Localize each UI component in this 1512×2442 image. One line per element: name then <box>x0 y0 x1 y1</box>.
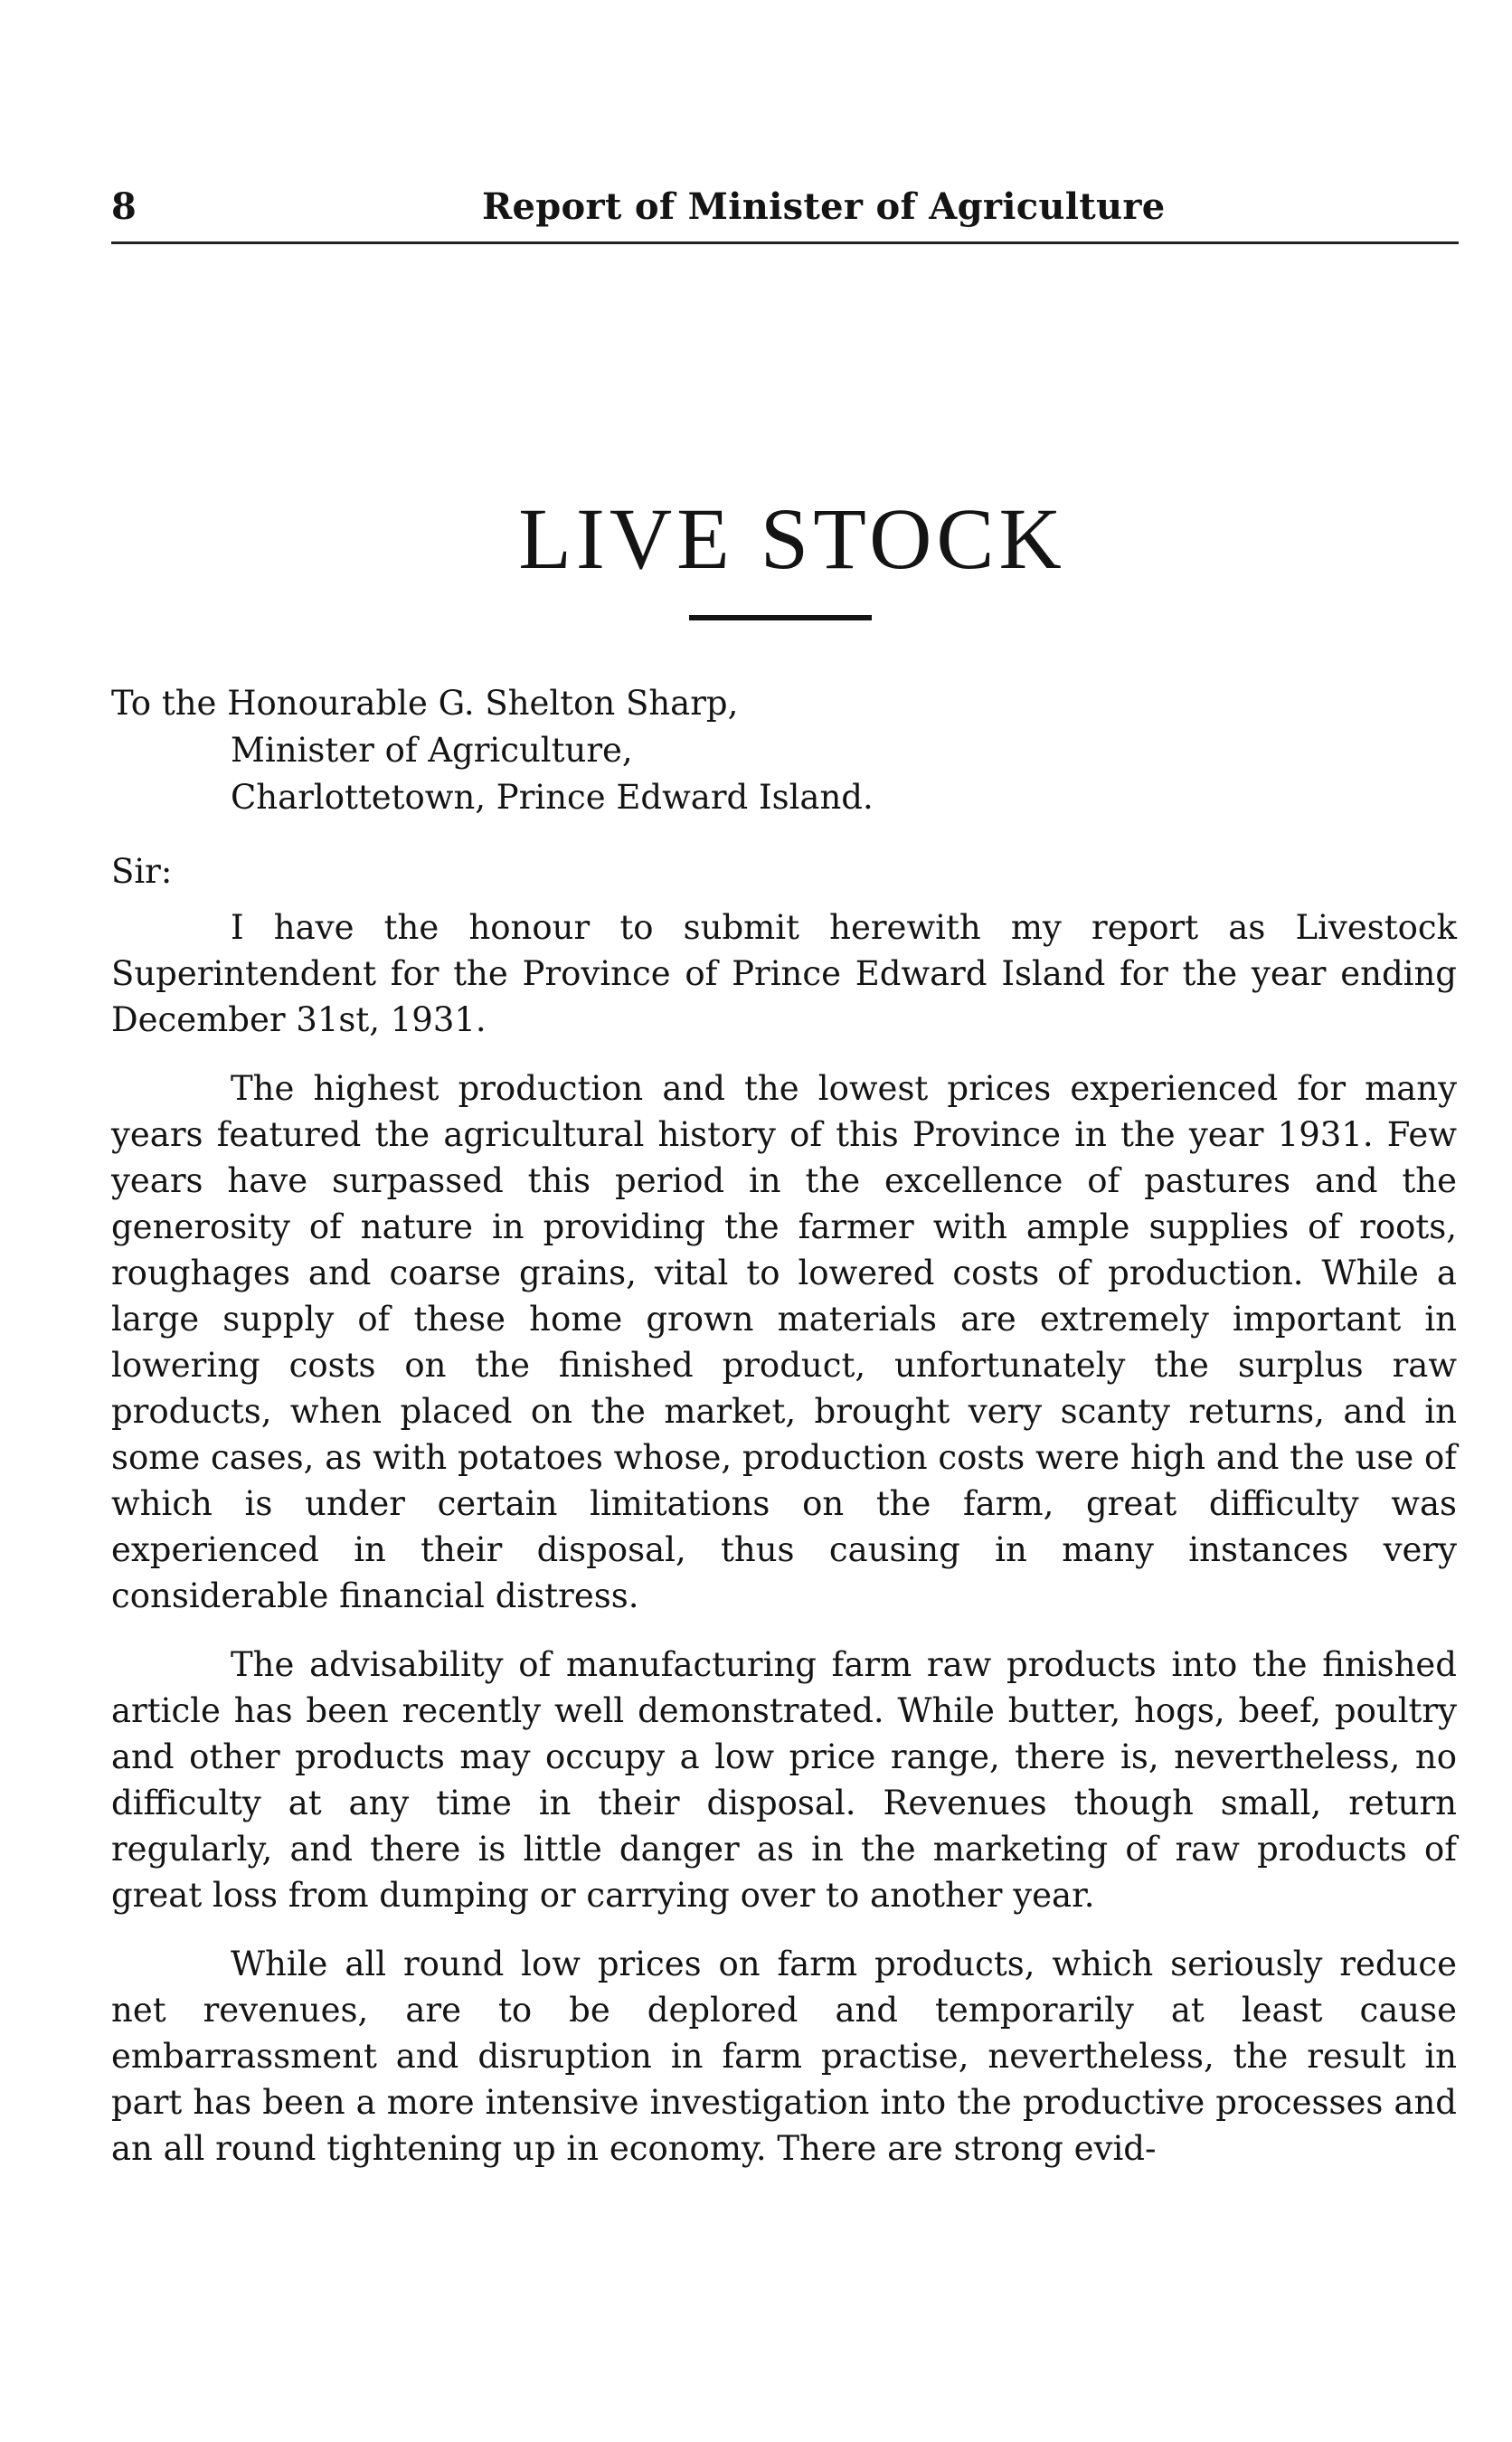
address-line-1: To the Honourable G. Shelton Sharp, <box>111 684 739 723</box>
title-underline <box>689 615 872 620</box>
paragraph-1: I have the honour to submit herewith my report as Livestock Superintendent for the Province of Prince Edward Island for the year ending December 31st, 1931. <box>111 908 1457 1039</box>
section-title: LIVE STOCK <box>518 490 1066 587</box>
paragraph-4: While all round low prices on farm products, which seriously reduce net revenues, are to be deplored and temporarily at least cause embarrassment and disruption in farm practise, nevertheless, the result in part has been a more intensive investigation into the productive processes and an all round tightening up in economy. There are strong evid- <box>111 1945 1457 2168</box>
paragraph-2: The highest production and the lowest prices experienced for many years featured the agricultural history of this Province in the year 1931. Few years have surpassed this period in the excellence of pastures and the generosity of nature in providing the farmer with ample supplies of roots, roughages and coarse grains, vital to lowered costs of production. While a large supply of these home grown materials are extremely important in lowering costs on the finished product, unfortunately the surplus raw products, when placed on the market, brought very scanty returns, and in some cases, as with potatoes whose, production costs were high and the use of which is under certain limitations on the farm, great difficulty was experienced in their disposal, thus causing in many instances very considerable financial distress. <box>111 1069 1457 1615</box>
paragraph-3: The advisability of manufacturing farm raw products into the finished article has been recently well demonstrated. While butter, hogs, beef, poultry and other products may occupy a low price range, there is, nevertheless, no difficulty at any time in their disposal. Revenues though small, return regularly, and there is little danger as in the marketing of raw products of great loss from dumping or carrying over to another year. <box>111 1645 1457 1915</box>
address-line-3: Charlottetown, Prince Edward Island. <box>231 778 874 817</box>
running-title: Report of Minister of Agriculture <box>482 185 1166 228</box>
body-text <box>111 904 1457 2194</box>
address-line-2: Minister of Agriculture, <box>231 731 633 770</box>
running-head <box>111 185 1459 240</box>
page-number: 8 <box>111 185 137 228</box>
salutation: Sir: <box>111 852 173 891</box>
header-rule <box>111 241 1459 244</box>
address-block <box>111 680 874 821</box>
